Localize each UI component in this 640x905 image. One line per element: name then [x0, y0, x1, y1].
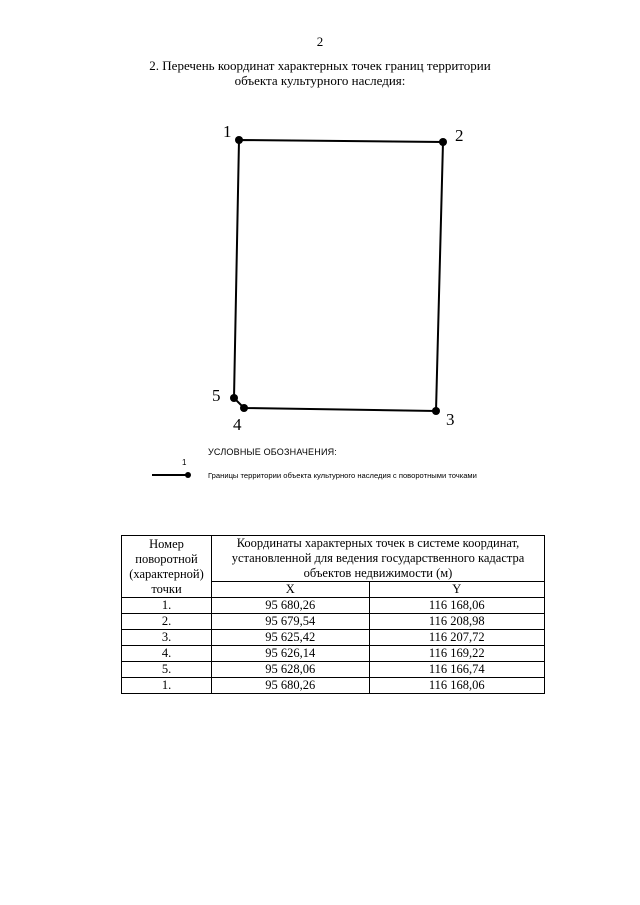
header-num-line: поворотной — [135, 551, 198, 566]
point-label-4: 4 — [233, 415, 242, 434]
cell-x: 95 625,42 — [212, 630, 370, 646]
table-row — [122, 678, 545, 694]
point-label-2: 2 — [455, 126, 464, 145]
cell-num: 1. — [122, 598, 212, 614]
boundary-point-5 — [230, 394, 238, 402]
point-label-1: 1 — [223, 122, 232, 141]
cell-x: 95 626,14 — [212, 646, 370, 662]
header-num-line: Номер — [149, 536, 184, 551]
header-point-number — [122, 536, 212, 598]
header-num-line: точки — [151, 581, 182, 596]
table-row — [122, 598, 545, 614]
page-number: 2 — [316, 34, 324, 49]
header-coords-line: Координаты характерных точек в системе координат, — [236, 536, 520, 550]
header-coords-line: установленной для ведения государственного кадастра — [231, 551, 525, 565]
legend-boundary-symbol — [152, 470, 192, 480]
table-row — [122, 646, 545, 662]
point-label-3: 3 — [446, 410, 455, 429]
cell-y: 116 166,74 — [369, 662, 544, 678]
heading-line-1: 2. Перечень координат характерных точек границ территории — [149, 58, 491, 73]
header-coordinates — [212, 536, 545, 582]
cell-num: 5. — [122, 662, 212, 678]
header-y: Y — [369, 582, 544, 598]
boundary-plan — [0, 0, 640, 440]
legend-title: УСЛОВНЫЕ ОБОЗНАЧЕНИЯ: — [208, 447, 338, 457]
cell-num: 1. — [122, 678, 212, 694]
cell-x: 95 679,54 — [212, 614, 370, 630]
boundary-point-1 — [235, 136, 243, 144]
heading-line-2: объекта культурного наследия: — [234, 73, 406, 88]
cell-num: 3. — [122, 630, 212, 646]
boundary-point-2 — [439, 138, 447, 146]
cell-y: 116 207,72 — [369, 630, 544, 646]
legend-marker-number: 1 — [182, 458, 187, 467]
boundary-point-4 — [240, 404, 248, 412]
cell-x: 95 628,06 — [212, 662, 370, 678]
legend-description: Границы территории объекта культурного наследия с поворотными точками — [208, 471, 477, 480]
coordinates-table — [121, 535, 545, 694]
table-header-row — [122, 536, 545, 582]
cell-y: 116 169,22 — [369, 646, 544, 662]
cell-num: 4. — [122, 646, 212, 662]
table-row — [122, 630, 545, 646]
header-x: X — [212, 582, 370, 598]
table-row — [122, 614, 545, 630]
header-num-line: (характерной) — [129, 566, 204, 581]
table-row — [122, 662, 545, 678]
cell-x: 95 680,26 — [212, 678, 370, 694]
cell-y: 116 168,06 — [369, 678, 544, 694]
header-coords-line: объектов недвижимости (м) — [303, 566, 453, 580]
cell-num: 2. — [122, 614, 212, 630]
point-label-5: 5 — [212, 386, 221, 405]
boundary-point-3 — [432, 407, 440, 415]
boundary-polygon — [234, 140, 443, 411]
cell-y: 116 208,98 — [369, 614, 544, 630]
cell-y: 116 168,06 — [369, 598, 544, 614]
cell-x: 95 680,26 — [212, 598, 370, 614]
